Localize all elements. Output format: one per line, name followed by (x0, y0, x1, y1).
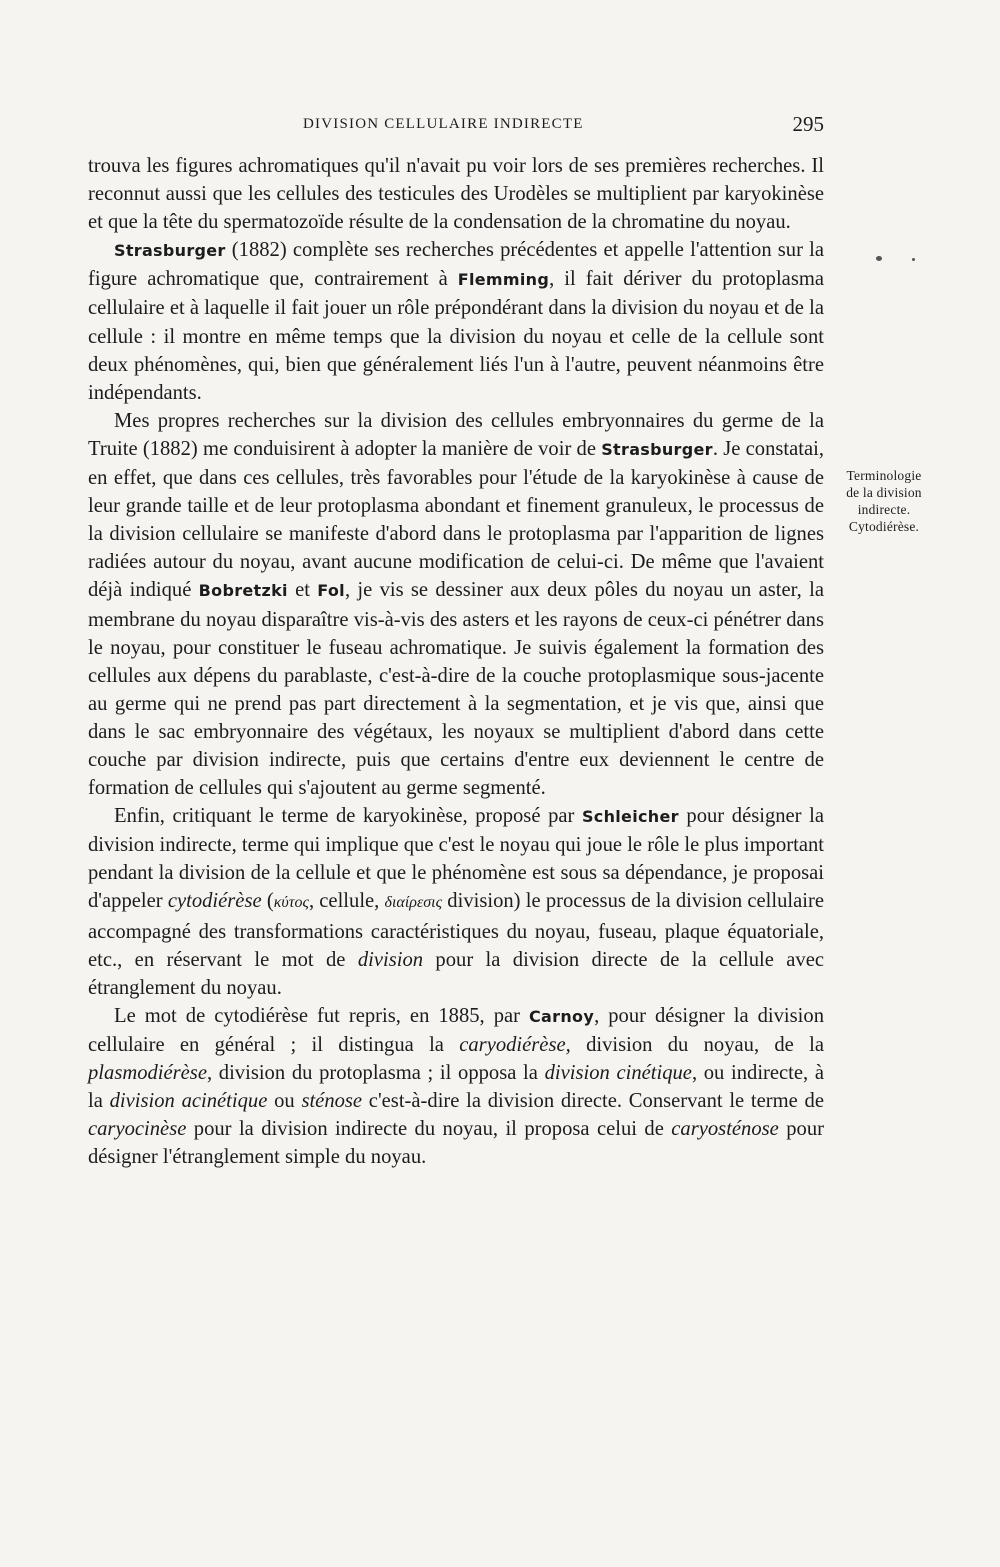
paragraph-text: ou (267, 1090, 302, 1113)
page-number: 295 (792, 112, 824, 136)
paragraph-2 (88, 236, 824, 407)
author-name: Carnoy (529, 1006, 595, 1026)
italic-term: cytodiérèse (167, 890, 262, 913)
paragraph-text: trouva les figures achromatiques qu'il n'avait pu voir lors de ses premières recherches. Il reconnut aussi que les cellules des testicules des Urodèles se multiplient par karyokinèse et que la tête du spermatozoïde résulte de la condensation de la chromatine du noyau. (88, 155, 824, 234)
margin-note-line: de la division (846, 485, 922, 500)
paragraph-text: division) le processus de la division cellulaire accompagné des transformations caractéristiques du noyau, fuseau, plaque équatoriale, etc., en réservant le mot de (88, 890, 824, 971)
paragraph-text: ( (261, 890, 274, 913)
paragraph-text: , pour désigner la division cellulaire en général ; il distingua la (88, 1004, 824, 1056)
paragraph-text: division du noyau, de la (570, 1033, 824, 1056)
margin-note-line: Cytodiérèse. (848, 519, 920, 534)
italic-term: caryosténose (671, 1118, 779, 1141)
paragraph-3 (88, 407, 824, 802)
paragraph-text: Le mot de cytodiérèse fut repris, en 1885, par (114, 1004, 530, 1027)
greek-word: κύτος (273, 894, 309, 912)
greek-word: διαίρεσις (384, 894, 443, 912)
paragraph-text: . Je constatai, en effet, que dans ces cellules, très favorables pour l'étude de la karyokinèse à cause de leur grande taille et de leur protoplasma abondant et finement granuleux, le processus de la division cellulaire se manifeste d'abord dans le protoplasma par l'apparition de lignes radiées autour du noyau, avant aucune modification de celui-ci. De même que l'avaient déjà indiqué (88, 437, 824, 602)
author-name: Schleicher (581, 807, 679, 827)
author-name: Fol (317, 581, 345, 601)
author-name: Strasburger (601, 439, 713, 459)
italic-term: division (357, 948, 424, 971)
margin-note (830, 467, 938, 535)
paragraph-text: , il fait dériver du protoplasma cellulaire et à laquelle il fait jouer un rôle prépondérant dans la division du noyau et de la cellule : il montre en même temps que la division du noyau et celle de la cellule sont deux phénomènes, qui, bien que généralement liés l'un à l'autre, peuvent néanmoins être indépendants. (88, 268, 824, 404)
ink-speck (876, 256, 882, 261)
author-name: Bobretzki (198, 581, 288, 601)
paragraph-text: , division du protoplasma ; il opposa la (206, 1062, 545, 1084)
paragraph-5 (88, 1002, 824, 1172)
italic-term: division cinétique (544, 1062, 692, 1084)
paragraph-text: pour la division indirecte du noyau, il proposa celui de (186, 1118, 672, 1141)
ink-speck (912, 258, 915, 261)
paragraph-text: pour désigner la division indirecte, terme qui implique que c'est le noyau qui joue le rôle le plus important pendant la division de la cellule et que le phénomène est sous sa dépendance, je proposai d'appeler (88, 805, 824, 913)
paragraph-text: , ou indirecte, à la (88, 1062, 825, 1113)
paragraph-text: , je vis se dessiner aux deux pôles du noyau un aster, la membrane du noyau disparaître vis-à-vis des asters et les rayons de ceux-ci pénétrer dans le noyau, pour constituer le fuseau achromatique. Je suivis également la formation des cellules aux dépens du parablaste, c'est-à-dire de la couche protoplasmique sous-jacente au germe qui ne prend pas part directement à la segmentation, et je vis que, ainsi que dans le sac embryonnaire des végétaux, les noyaux se multiplient d'abord dans cette couche par division indirecte, puis que certains d'entre eux deviennent le centre de formation de cellules qui s'ajoutent au germe segmenté. (88, 579, 824, 800)
paragraph-text: pour désigner l'étranglement simple du noyau. (88, 1118, 824, 1169)
paragraph-text: , cellule, (308, 890, 385, 913)
italic-term: division acinétique (109, 1090, 268, 1113)
margin-note-line: indirecte. (857, 502, 911, 517)
paragraph-text: et (287, 579, 318, 602)
author-name: Strasburger (114, 241, 226, 261)
body-text (88, 152, 824, 1171)
paragraph-text: Mes propres recherches sur la division des cellules embryonnaires du germe de la Truite (1882) me conduisirent à adopter la manière de voir de (88, 409, 824, 460)
italic-term: plasmodiérèse (88, 1062, 207, 1084)
paragraph-4 (88, 802, 824, 1002)
italic-term: caryodiérèse, (459, 1033, 571, 1056)
paragraph-text: (1882) complète ses recherches précédentes et appelle l'attention sur la figure achromatique que, contrairement à (88, 239, 824, 291)
paragraph-text: Enfin, critiquant le terme de karyokinèse, proposé par (114, 805, 582, 828)
running-head (88, 114, 824, 138)
paragraph-text: pour la division directe de la cellule avec étranglement du noyau. (88, 948, 824, 999)
paragraph-1 (88, 152, 824, 236)
italic-term: sténose (301, 1090, 363, 1113)
author-name: Flemming (457, 270, 550, 290)
paragraph-text: c'est-à-dire la division directe. Conservant le terme de (362, 1090, 824, 1113)
margin-note-line: Terminologie (846, 468, 922, 483)
italic-term: caryocinèse (88, 1118, 187, 1141)
running-title: DIVISION CELLULAIRE INDIRECTE (303, 116, 584, 132)
